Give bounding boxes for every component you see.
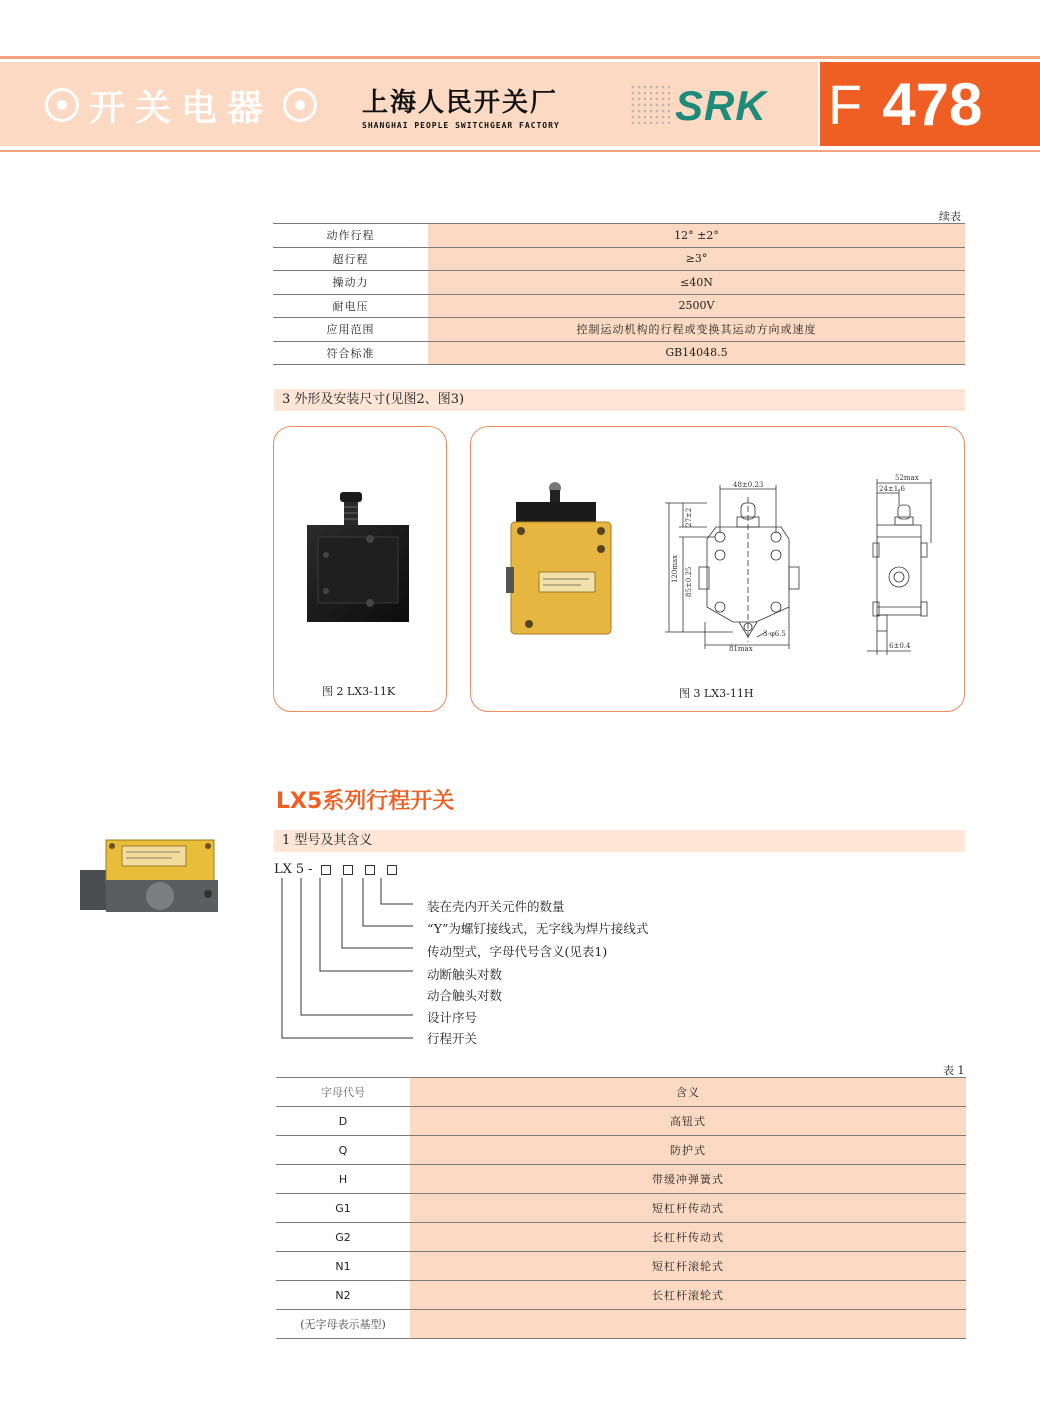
code-letter: N2 [276,1281,410,1310]
dim-overall-height: 120max [671,554,679,583]
dim-holes: 3-φ6.5 [763,630,786,638]
spec-value: ≤40N [428,271,965,295]
spec-value: GB14048.5 [428,341,965,365]
table-row [273,271,965,295]
table1 [276,1077,966,1339]
spec-value: 2500V [428,294,965,318]
spec-table [273,223,965,365]
bullet-circle-icon [283,88,317,122]
spec-key: 操动力 [273,271,428,295]
fig3-drawings [471,427,966,713]
table-row [276,1281,966,1310]
code-prefix: LX [274,862,292,877]
table-row [273,318,965,342]
table1-header-value: 含义 [410,1078,966,1107]
dim-bottom-width: 81max [729,645,753,653]
legend-item: “Y”为螺钉接线式，无字线为焊片接线式 [427,921,649,936]
spec-value: ≥3° [428,247,965,271]
continued-label: 续表 [939,210,961,223]
header-bottom-rule [0,150,1040,152]
section3-title: 3 外形及安装尺寸(见图2、图3) [274,389,965,411]
code-meaning: 高钮式 [410,1107,966,1136]
fig2-box [273,426,447,712]
table1-header-key: 字母代号 [276,1078,410,1107]
code-num: 5 [295,862,305,877]
dim-hole-height: 85±0.25 [685,566,693,597]
spec-value: 12° ±2° [428,224,965,248]
category-title-text: 开关电器 [89,87,274,129]
code-meaning: 长杠杆滚轮式 [410,1281,966,1310]
code-meaning: 防护式 [410,1136,966,1165]
page-prefix: F [828,73,863,136]
table-row [276,1194,966,1223]
table-row [276,1223,966,1252]
code-leader-lines [270,876,430,1046]
model-code [274,862,401,877]
table-row [273,294,965,318]
fig3-box [470,426,965,712]
table1-label: 表 1 [943,1064,965,1077]
code-letter: N1 [276,1252,410,1281]
lx5-title: LX5系列行程开关 [276,789,455,814]
table-header-row [276,1078,966,1107]
brand-dots-icon [630,84,670,124]
table-row [273,341,965,365]
legend-item: 设计序号 [427,1010,478,1025]
code-meaning: 带缓冲弹簧式 [410,1165,966,1194]
page-number [828,70,982,139]
legend-item: 传动型式，字母代号含义(见表1) [427,944,608,959]
dim-top-width: 48±0.23 [733,481,764,489]
table-row [276,1252,966,1281]
header-top-rule [0,56,1040,59]
table-row [276,1107,966,1136]
bullet-circle-icon [45,88,79,122]
table-row [273,224,965,248]
factory-name-cn: 上海人民开关厂 [362,88,559,118]
dim-side-bottom: 6±0.4 [889,642,911,650]
dim-top-height: 27±2 [685,507,693,527]
code-meaning: 短杠杆传动式 [410,1194,966,1223]
legend-item: 行程开关 [427,1031,478,1046]
table-row [276,1136,966,1165]
factory-logo [362,82,602,130]
brand-logo: SRK [675,82,767,129]
table-row [276,1310,966,1339]
code-letter: G2 [276,1223,410,1252]
code-meaning: 长杠杆传动式 [410,1223,966,1252]
code-meaning: 短杠杆滚轮式 [410,1252,966,1281]
fig3-photo [506,482,611,634]
fig2-photo [274,427,448,713]
code-letter: H [276,1165,410,1194]
spec-key: 应用范围 [273,318,428,342]
fig3-side-view [867,479,931,655]
spec-value: 控制运动机构的行程或变换其运动方向或速度 [428,318,965,342]
table-row [276,1165,966,1194]
lx5-photo [76,836,226,916]
dim-side-offset: 24±1.6 [879,485,905,493]
code-letter: G1 [276,1194,410,1223]
fig3-caption: 图 3 LX3-11H [679,687,754,700]
category-title [45,80,317,130]
fig3-front-dims [671,481,786,653]
legend-item: 动合触头对数 [427,988,503,1003]
code-letter: D [276,1107,410,1136]
factory-name-en: SHANGHAI PEOPLE SWITCHGEAR FACTORY [362,121,560,130]
code-letter: (无字母表示基型) [276,1310,410,1339]
spec-key: 超行程 [273,247,428,271]
spec-key: 动作行程 [273,224,428,248]
lx5-section1-title: 1 型号及其含义 [274,830,965,852]
table-row [273,247,965,271]
legend-item: 动断触头对数 [427,967,503,982]
code-slot-icon [365,865,375,875]
fig2-caption: 图 2 LX3-11K [322,685,396,698]
spec-key: 符合标准 [273,341,428,365]
spec-key: 耐电压 [273,294,428,318]
dim-side-width: 52max [895,474,919,482]
code-meaning [410,1310,966,1339]
page-number-value: 478 [882,71,983,138]
code-slot-icon [343,865,353,875]
code-slot-icon [321,865,331,875]
code-dash: - [308,862,313,877]
legend-item: 装在壳内开关元件的数量 [427,899,565,914]
code-slot-icon [387,865,397,875]
code-letter: Q [276,1136,410,1165]
